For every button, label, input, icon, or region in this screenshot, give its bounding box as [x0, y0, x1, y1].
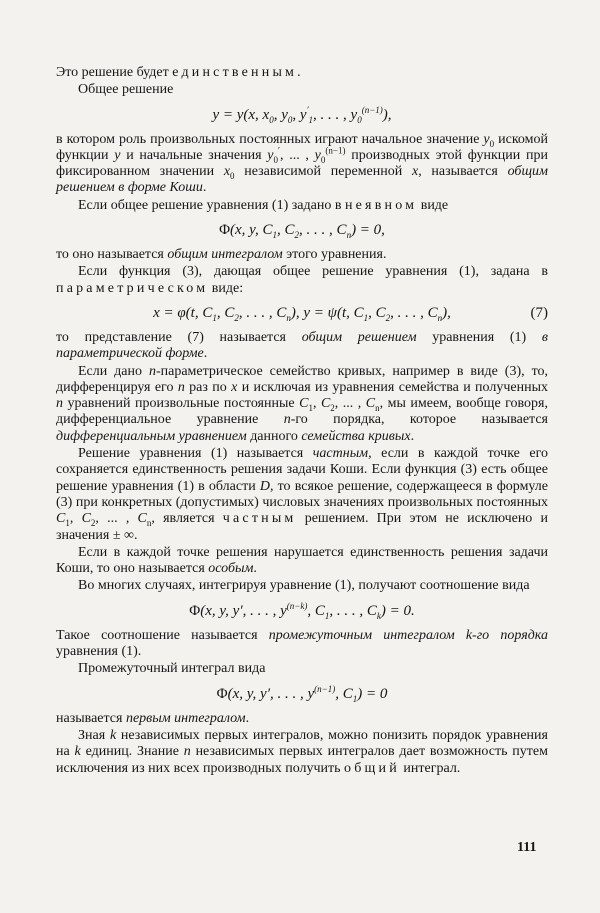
subscript: 2	[234, 312, 239, 323]
spaced-text: параметрическом	[56, 280, 209, 296]
text-run: Φ	[216, 685, 228, 702]
superscript: (n−k)	[286, 600, 308, 611]
text-run: , называется	[418, 164, 508, 180]
superscript: (n−1)	[314, 683, 336, 694]
text-run: ),	[442, 304, 451, 321]
text-run: уравнения (1).	[56, 644, 142, 660]
text-run: , ... ,	[95, 511, 138, 527]
subscript: 1	[308, 402, 313, 413]
subscript: 0	[287, 114, 293, 125]
italic-text: общим решением	[301, 329, 417, 345]
formula	[56, 304, 548, 322]
text-run: производных этой функции при фиксированном значении	[56, 147, 548, 180]
text-run: и начальные значения	[120, 147, 268, 163]
subscript: 0	[320, 154, 326, 165]
superscript: ′	[277, 145, 280, 156]
subscript: 1	[272, 230, 278, 241]
italic-text: n	[183, 744, 191, 760]
text-run: Если общее решение уравнения (1) задано в	[78, 197, 345, 213]
paragraph	[56, 661, 548, 677]
subscript: 0	[357, 114, 362, 125]
text-run: , . . . , y	[313, 106, 358, 123]
italic-text: x	[411, 164, 419, 180]
spaced-text: неявном	[344, 197, 418, 213]
paragraph	[56, 132, 548, 197]
text-run: этого уравнения.	[282, 247, 387, 263]
text-run: .	[410, 428, 415, 444]
text-run: , y	[273, 106, 288, 123]
text-run: , . . . , C	[238, 304, 287, 321]
text-run: Такое соотношение называется	[56, 627, 269, 643]
subscript: 0	[489, 138, 495, 149]
text-run: виде:	[208, 280, 244, 296]
superscript: ′	[306, 104, 309, 115]
italic-text: в параметрической форме	[56, 329, 548, 362]
paragraph	[56, 82, 548, 98]
paragraph	[56, 728, 548, 777]
subscript: 1	[212, 312, 217, 323]
text-run: уравнения (1)	[416, 329, 542, 345]
paragraph	[56, 545, 548, 578]
text-run: решением. При этом не исключено и значения ± ∞.	[56, 511, 549, 543]
italic-text: семейства кривых	[301, 428, 411, 444]
text-run: , является	[151, 511, 223, 527]
text-run: , y	[292, 106, 307, 123]
page-number: 111	[517, 840, 537, 855]
text-run: Это решение будет	[56, 65, 173, 80]
text-run: , C	[216, 304, 235, 321]
subscript: n	[437, 312, 443, 323]
italic-text: дифференциальным уравнением	[56, 428, 247, 444]
formula-row	[56, 602, 548, 620]
text-run: , ... ,	[279, 147, 315, 163]
text-run: интеграл.	[399, 760, 461, 776]
text-run: искомой функции	[56, 131, 548, 163]
text-run: ) = 0.	[380, 602, 415, 619]
text-run: независимых первых интегралов дает возможность путем исключения из них всех производных получить	[56, 744, 548, 776]
formula	[56, 221, 548, 239]
formula-row	[56, 106, 548, 124]
text-run: единиц. Знание	[80, 744, 184, 760]
text-run: , C	[307, 602, 325, 619]
italic-text: n	[56, 396, 63, 412]
text-run: Во многих случаях, интегрируя уравнение (1), получают соотношение вида	[78, 578, 530, 594]
text-run: Если функция (3), дающая общее решение уравнения (1), задана в	[78, 264, 548, 280]
text-run: если в каждой точке его сохраняется единственность решения задачи Коши. Если функция (3) есть общее решение уравнения (1) в области	[56, 446, 548, 494]
italic-text: C	[137, 511, 147, 527]
subscript: 1	[308, 114, 314, 125]
italic-text: общим интегралом	[167, 247, 283, 263]
italic-text: частным,	[312, 446, 372, 462]
formula	[56, 602, 548, 620]
italic-text: k	[74, 744, 81, 760]
subscript: 1	[363, 312, 369, 323]
text-run: Если дано	[78, 363, 149, 379]
text-run: ) = 0,	[351, 222, 385, 239]
italic-text: C	[299, 396, 309, 412]
subscript: n	[346, 230, 352, 241]
subscript: 2	[330, 402, 335, 413]
text-run: Общее решение	[78, 82, 174, 98]
text-run: раз по	[184, 379, 232, 395]
spaced-text: частным	[222, 511, 297, 527]
text-run: в котором роль произвольных постоянных играют начальное значение	[56, 131, 484, 147]
text-run: и исключая из уравнения семейства и полученных	[237, 379, 548, 395]
italic-text: y	[114, 147, 121, 163]
text-run: Φ	[189, 602, 201, 619]
paragraph	[56, 711, 548, 727]
text-run: Если в каждой точке решения нарушается единственность решения задачи Коши, то оно называется	[56, 544, 548, 577]
subscript: 1	[352, 693, 358, 704]
paragraph	[56, 330, 548, 363]
text-run: Промежуточный интеграл вида	[78, 661, 266, 677]
italic-text: первым интегралом	[125, 710, 246, 726]
text-run: y = y(x, x	[212, 106, 270, 123]
spaced-text: единственным	[172, 65, 298, 80]
text-run: , C	[335, 685, 353, 702]
text-run: -го порядка, которое называется	[290, 412, 548, 428]
text-run: ) = 0	[357, 685, 388, 702]
italic-text: x	[223, 164, 231, 180]
text-run: .	[202, 180, 207, 196]
formula-row	[56, 685, 548, 703]
formula	[56, 106, 548, 124]
paragraph	[56, 628, 548, 661]
text-run: .	[203, 346, 208, 362]
text-run: , . . . , C	[390, 304, 438, 321]
text-run: , ... ,	[334, 396, 366, 412]
text-run: , то всякое решение, содержащееся в формуле (3) при конкретных (допустимых) числовых значениях произвольных постоянных	[56, 478, 549, 510]
paragraph	[56, 446, 548, 544]
text-run: виде	[417, 197, 449, 213]
subscript: 0	[269, 114, 274, 125]
text-run: ), y = ψ(t, C	[290, 304, 364, 321]
text-run: (x, y, y′, . . . , y	[227, 685, 315, 702]
spaced-text: общий	[344, 760, 400, 776]
italic-text: x	[231, 379, 238, 395]
italic-text: n	[148, 363, 156, 379]
text-run: .	[253, 561, 257, 577]
subscript: 0	[230, 170, 235, 181]
subscript: n	[146, 518, 152, 529]
italic-text: промежуточным интегралом k-го порядка	[268, 627, 548, 643]
italic-text: общим решением в форме Коши	[56, 164, 548, 196]
paragraph	[56, 247, 548, 263]
text-run: Φ	[219, 222, 231, 239]
equation-number: (7)	[530, 304, 548, 321]
subscript: 2	[90, 518, 96, 529]
text-run: Зная	[78, 727, 110, 743]
formula-row	[56, 304, 548, 322]
text-run: то представление (7) называется	[56, 329, 302, 345]
text-run: x = φ(t, C	[153, 304, 213, 321]
paragraph	[56, 264, 548, 297]
text-run: (x, y, y′, . . . , y	[200, 602, 287, 619]
text-run: уравнений произвольные постоянные	[63, 396, 300, 412]
text-run: называется	[56, 710, 126, 726]
italic-text: y	[483, 131, 490, 147]
subscript: n	[286, 312, 291, 323]
text-run: данного	[246, 428, 302, 444]
subscript: 0	[273, 154, 278, 165]
text-run: ),	[382, 106, 392, 123]
italic-text: k	[109, 727, 117, 743]
paragraph	[56, 364, 548, 445]
paragraph	[56, 65, 548, 81]
paragraph	[56, 198, 548, 214]
subscript: 2	[385, 312, 391, 323]
paragraph	[56, 578, 548, 594]
italic-text: n	[283, 412, 291, 428]
text-run: независимой переменной	[234, 164, 412, 180]
subscript: 1	[65, 518, 70, 529]
page-body	[56, 64, 548, 777]
subscript: k	[376, 610, 381, 621]
italic-text: y	[314, 147, 321, 163]
subscript: 2	[294, 230, 300, 241]
superscript: (n−1)	[325, 145, 346, 156]
text-run: .	[297, 65, 301, 80]
italic-text: C	[81, 511, 91, 527]
italic-text: особым	[208, 561, 254, 577]
text-run: , . . . , C	[329, 602, 377, 619]
text-run: , C	[277, 222, 295, 239]
italic-text: D	[259, 478, 270, 494]
text-run: , мы имеем, вообще говоря, дифференциальное уравнение	[56, 396, 548, 428]
text-run: -параметрическое семейство кривых, например в виде (3), то, дифференцируя его	[56, 363, 549, 395]
italic-text: C	[365, 396, 376, 412]
text-run: .	[245, 710, 250, 726]
text-run: , . . . , C	[299, 222, 347, 239]
text-run: Решение уравнения (1) называется	[78, 446, 313, 462]
formula	[56, 685, 548, 703]
text-run: ,	[312, 396, 321, 412]
italic-text: C	[56, 511, 66, 527]
italic-text: C	[320, 396, 331, 412]
text-run: (x, y, C	[230, 222, 273, 239]
formula-row	[56, 221, 548, 239]
subscript: 1	[324, 610, 330, 621]
superscript: (n−1)	[361, 104, 383, 115]
text-run: независимых первых интегралов, можно понизить порядок уравнения на	[56, 727, 548, 760]
italic-text: y	[267, 147, 274, 163]
italic-text: n	[177, 379, 185, 395]
subscript: n	[375, 402, 380, 413]
text-run: то оно называется	[56, 247, 168, 263]
text-run: , C	[368, 304, 386, 321]
text-run: ,	[69, 511, 82, 527]
